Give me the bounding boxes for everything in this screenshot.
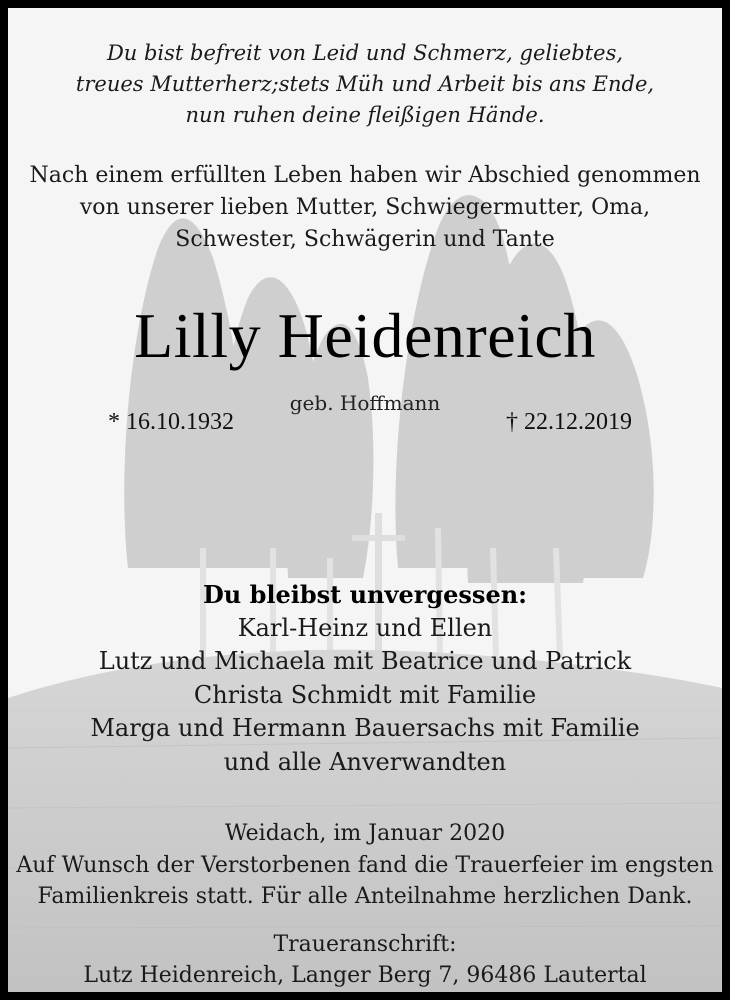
mourner-line: und alle Anverwandten	[223, 747, 507, 776]
poem-line: Du bist befreit von Leid und Schmerz, geliebtes,	[106, 41, 624, 65]
intro-line: von unserer lieben Mutter, Schwiegermutter, Oma,	[79, 195, 651, 220]
spacer	[8, 913, 722, 929]
mourner-line: Karl-Heinz und Ellen	[237, 613, 493, 642]
birth-date: * 16.10.1932	[108, 409, 234, 435]
intro-line: Nach einem erfüllten Leben haben wir Abschied genommen	[29, 163, 701, 188]
mourners	[8, 578, 722, 779]
mourners-heading: Du bleibst unvergessen:	[202, 580, 528, 609]
birth-name: geb. Hoffmann	[289, 391, 441, 415]
address: Lutz Heidenreich, Langer Berg 7, 96486 Lautertal	[83, 963, 647, 988]
note-line: Auf Wunsch der Verstorbenen fand die Trauerfeier im engsten	[16, 852, 714, 878]
poem-line: treues Mutterherz;stets Müh und Arbeit bis ans Ende,	[75, 72, 655, 96]
place-date: Weidach, im Januar 2020	[224, 821, 506, 846]
note-line: Familienkreis statt. Für alle Anteilnahme herzlichen Dank.	[37, 884, 693, 909]
address-label: Traueranschrift:	[273, 931, 457, 957]
closing	[8, 818, 722, 992]
intro-line: Schwester, Schwägerin und Tante	[175, 227, 555, 252]
poem-line: nun ruhen deine fleißigen Hände.	[185, 103, 545, 127]
death-date: † 22.12.2019	[506, 409, 632, 435]
mourner-line: Christa Schmidt mit Familie	[193, 680, 537, 709]
deceased-name: Lilly Heidenreich	[134, 300, 596, 371]
intro-text	[8, 160, 722, 256]
mourner-line: Marga und Hermann Bauersachs mit Familie	[90, 714, 640, 742]
mourner-line: Lutz und Michaela mit Beatrice und Patrick	[98, 647, 632, 675]
poem	[8, 38, 722, 131]
